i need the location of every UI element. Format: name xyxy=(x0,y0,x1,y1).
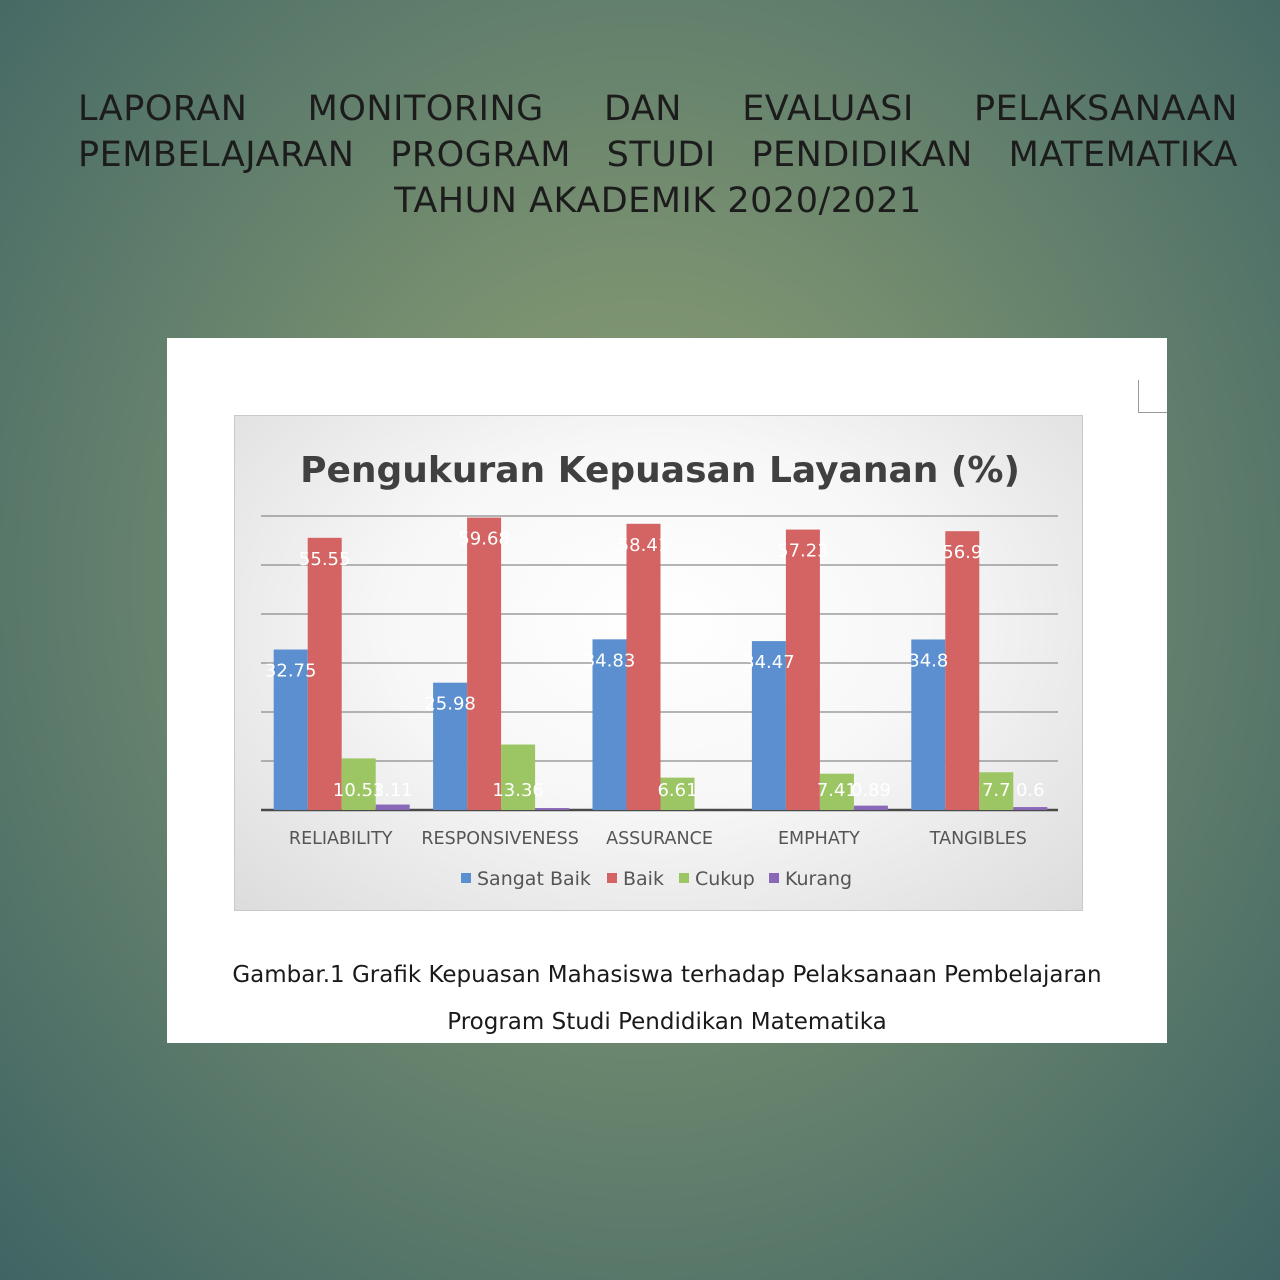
caption-line-2: Program Studi Pendidikan Matematika xyxy=(447,1009,887,1035)
legend-swatch xyxy=(679,873,689,883)
data-label: 0.89 xyxy=(850,780,891,801)
heading-word: MONITORING xyxy=(307,89,544,129)
heading-line-2 xyxy=(78,132,1238,178)
chart-title: Pengukuran Kepuasan Layanan (%) xyxy=(300,450,1020,491)
heading-word: PROGRAM xyxy=(390,135,571,175)
data-label: 56.9 xyxy=(942,542,983,564)
legend-label: Baik xyxy=(623,868,664,890)
data-label: 10.53 xyxy=(332,780,385,801)
figure-caption xyxy=(167,952,1167,1046)
legend-swatch xyxy=(461,873,471,883)
data-label: 57.23 xyxy=(777,540,829,562)
bar-kurang xyxy=(376,805,410,810)
data-label: 13.36 xyxy=(492,780,544,801)
legend-label: Cukup xyxy=(695,868,755,890)
caption-line-1: Gambar.1 Grafik Kepuasan Mahasiswa terhadap Pelaksanaan Pembelajaran xyxy=(232,962,1102,988)
data-label: 34.47 xyxy=(743,652,795,674)
chart-container xyxy=(234,415,1083,911)
bar-kurang xyxy=(1013,807,1047,810)
category-label: EMPHATY xyxy=(777,829,860,849)
bar-baik xyxy=(467,518,501,810)
data-label: 1.11 xyxy=(372,780,413,801)
data-label: 7.41 xyxy=(816,780,857,801)
heading-word: PENDIDIKAN xyxy=(751,135,973,175)
category-label: RESPONSIVENESS xyxy=(421,829,579,849)
heading-word: MATEMATIKA xyxy=(1008,135,1238,175)
data-label: 34.8 xyxy=(908,650,949,672)
category-label: ASSURANCE xyxy=(606,829,713,849)
heading-line-1 xyxy=(78,86,1238,132)
data-label: 55.55 xyxy=(298,548,351,570)
heading-word: LAPORAN xyxy=(78,89,248,129)
heading-word: EVALUASI xyxy=(742,89,914,129)
data-label: 0.6 xyxy=(1015,780,1045,801)
data-label: 59.68 xyxy=(458,528,510,550)
data-label: 6.61 xyxy=(657,780,698,801)
category-label: TANGIBLES xyxy=(929,829,1027,849)
report-heading xyxy=(78,86,1238,224)
legend-swatch xyxy=(769,873,779,883)
heading-line-3: TAHUN AKADEMIK 2020/2021 xyxy=(394,181,922,221)
bar-kurang xyxy=(535,808,569,810)
legend-swatch xyxy=(607,873,617,883)
bar-kurang xyxy=(854,806,888,810)
data-label: 7.7 xyxy=(981,780,1011,801)
page-corner-mark xyxy=(1138,380,1167,413)
data-label: 34.83 xyxy=(583,650,636,672)
legend-label: Kurang xyxy=(785,868,853,890)
bar-chart xyxy=(235,416,1084,912)
heading-word: STUDI xyxy=(606,135,716,175)
heading-word: DAN xyxy=(604,89,682,129)
heading-word: PELAKSANAAN xyxy=(974,89,1238,129)
data-label: 25.98 xyxy=(424,693,476,715)
heading-word: PEMBELAJARAN xyxy=(78,135,355,175)
bar-baik xyxy=(945,531,979,810)
category-label: RELIABILITY xyxy=(288,829,393,849)
legend-label: Sangat Baik xyxy=(477,868,591,890)
data-label: 58.41 xyxy=(617,534,670,556)
data-label: 32.75 xyxy=(264,660,317,682)
